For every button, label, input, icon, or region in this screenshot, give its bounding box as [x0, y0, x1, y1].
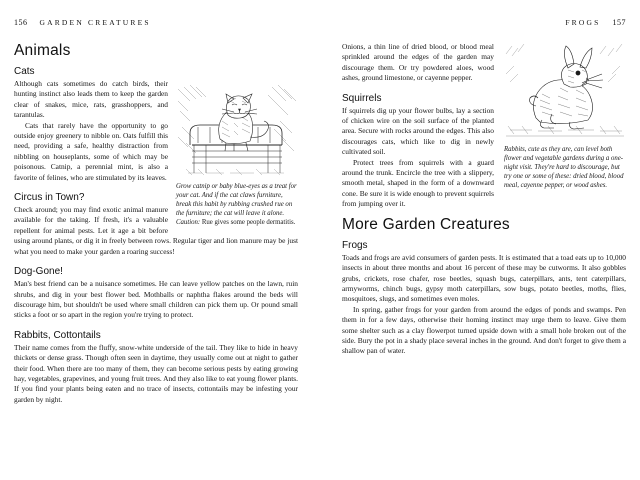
heading-rabbits-cottontails: Rabbits, Cottontails — [14, 329, 101, 341]
cat-caption-roman: Rue gives some people dermatitis. — [201, 219, 296, 226]
right-top-paragraph: Onions, a thin line of dried blood, or blood meal sprinkled around the edges of the garden may discourage them. Or try powdered aloes, wood ashes, ground limestone, or cayenne pepper. — [342, 42, 494, 83]
rabbit-figure-caption: Rabbits, cute as they are, can level both flower and vegetable gardens during a one-night visit. They're hard to discourage, but try one or some of these: dried blood, blood meal, cayenne pepper, or wood ashes. — [504, 146, 624, 189]
frogs-paragraph-2: In spring, gather frogs for your garden from around the edges of ponds and swamps. Pen them in for a few days, otherwise their homing instinct may urge them to leave. Give them some shelter such as a clay flowerpot turned upside down with a small hole broken out of the side. Bury the pot in a shady place several inches in the ground. And don't forget to give them a shallow pan of water. — [342, 304, 626, 356]
heading-circus-in-town: Circus in Town? — [14, 192, 85, 204]
rabbit-engraving — [504, 44, 626, 140]
right-page — [320, 0, 640, 480]
cats-paragraph-2: Cats that rarely have the opportunity to go outside enjoy greenery to nibble on. Oats fulfill this need, providing a safe, healthy distraction from nibbling on houseplants, some of which may be poisonous. Catnip, a perennial mint, is also a favorite of felines, who are stimulated by its leaves. — [14, 120, 168, 182]
right-running-head-title: FROGS — [565, 18, 601, 27]
heading-dog-gone: Dog-Gone! — [14, 266, 63, 278]
left-section-title: Animals — [14, 42, 71, 59]
squirrels-paragraph-1: If squirrels dig up your flower bulbs, lay a section of chicken wire on the soil surface of the planted area. Secure with rocks around the edges. This also discourages cats, which like to dig in newly cultivated soil. — [342, 105, 494, 157]
heading-squirrels: Squirrels — [342, 92, 382, 104]
circus-paragraph-1: Check around; you may find exotic animal manure available for the taking. If fresh, it's a valuable repellent for animal pests. Let it age a bit before using around plants, or dig it in freely between rows. Regular tiger and lion manure may be just what you need to make your garden a roaring success! — [14, 205, 298, 256]
cat-figure — [176, 81, 298, 227]
left-running-head — [14, 18, 298, 28]
cat-caption-italic: Grow catnip or baby blue-eyes as a treat for your cat. And if the cat claws furniture, break this habit by rubbing crushed rue on the furniture; the cat will leave it alone. Caution: — [176, 183, 297, 226]
squirrels-paragraph-2: Protect trees from squirrels with a guard around the trunk. Encircle the tree with a slippery, smooth metal, shaped in the form of a downward cone. Be sure it is wide enough to prevent squirrels from jumping over it. — [342, 157, 494, 209]
cat-on-garden-furniture-engraving — [176, 81, 298, 177]
right-folio: 157 — [612, 18, 626, 27]
cat-figure-caption — [176, 182, 298, 227]
rabbit-figure — [504, 44, 626, 190]
right-section-title: More Garden Creatures — [342, 215, 510, 233]
dog-gone-paragraph-1: Man's best friend can be a nuisance sometimes. He can leave yellow patches on the lawn, ruin shrubs, and dig in your best flower bed. Mothballs or naphtha flakes around the beds will discourage him, but shouldn't be used where small children can pick them up. Or pound small sticks a foot or so apart in the region you're trying to protect. — [14, 279, 298, 320]
left-folio: 156 — [14, 18, 28, 27]
left-running-head-title: GARDEN CREATURES — [39, 18, 151, 27]
frogs-paragraph-1: Toads and frogs are avid consumers of garden pests. It is estimated that a toad eats up to 10,000 insects in about three months and about 16 percent of these may be cutworms. It also gobbles grubs, crickets, rose chafer, rose beetles, squash bugs, caterpillars, ants, tent caterpillars, armyworms, chinch bugs, gypsy moth caterpillars, sow bugs, potato beetles, moths, flies, mosquitoes, slugs, and sometimes even moles. — [342, 252, 626, 304]
heading-frogs: Frogs — [342, 239, 368, 251]
rabbits-paragraph-1: Their name comes from the fluffy, snow-white underside of the tail. They like to hide in heavy thickets or dense grass. Though often seen in daytime, they usually come out at night to gather their food. When there are too many of them, they can become serious pests by eating growing hay, vegetables, grapevines, and young fruit trees. And they also like to eat young flower plants. If you find your plants being eaten and no trace of insects, cottontails may be infesting your garden by night. — [14, 342, 298, 404]
right-running-head — [342, 18, 626, 28]
heading-cats: Cats — [14, 66, 35, 77]
cats-paragraph-1: Although cats sometimes do catch birds, their hunting instinct also leads them to keep the garden clear of snakes, mice, rats, grasshoppers, and tarantulas. — [14, 79, 168, 120]
